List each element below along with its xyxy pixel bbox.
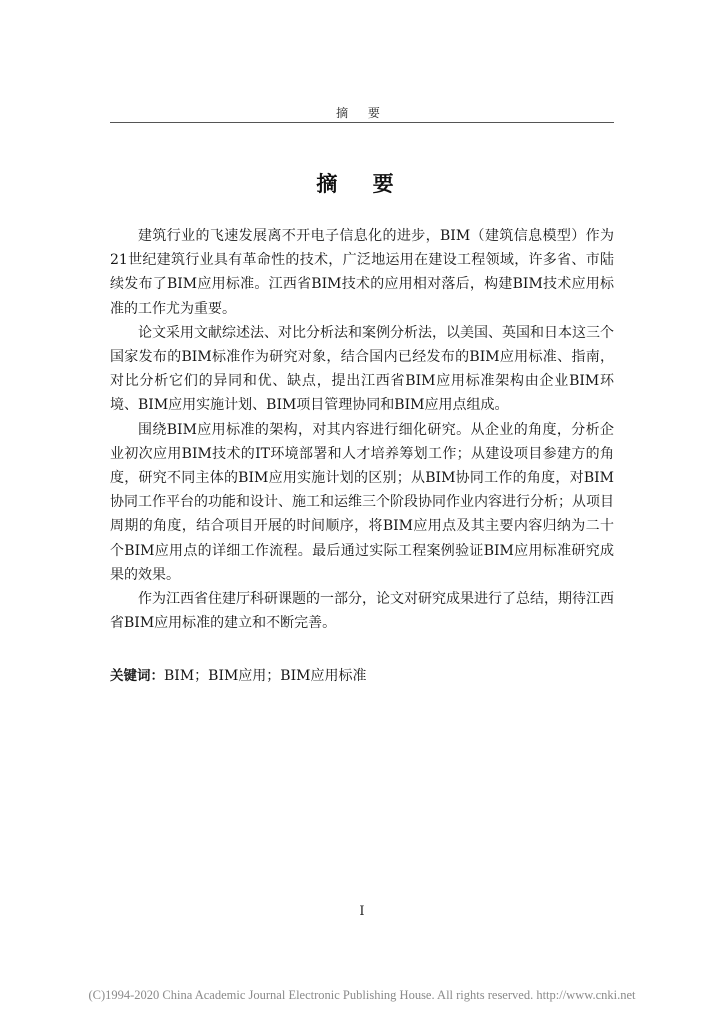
abstract-title: 摘 要 [316, 172, 408, 196]
page-number: I [359, 904, 365, 919]
abstract-paragraph-1: 建筑行业的飞速发展离不开电子信息化的进步，BIM（建筑信息模型）作为21世纪建筑行业具有革命性的技术，广泛地运用在建设工程领域，许多省、市陆续发布了BIM应用标准。江西省BIM技术的应用相对落后，构建BIM技术应用标准的工作尤为重要。 [110, 228, 614, 317]
abstract-body [110, 224, 614, 635]
keywords-label: 关键词： [110, 668, 164, 684]
abstract-paragraph-3: 围绕BIM应用标准的架构，对其内容进行细化研究。从企业的角度，分析企业初次应用BIM技术的IT环境部署和人才培养筹划工作；从建设项目参建方的角度，研究不同主体的BIM应用实施计划的区别；从BIM协同工作的角度，对BIM协同工作平台的功能和设计、施工和运维三个阶段协同作业内容进行分析；从项目周期的角度，结合项目开展的时间顺序，将BIM应用点及其主要内容归纳为二十个BIM应用点的详细工作流程。最后通过实际工程案例验证BIM应用标准研究成果的效果。 [110, 421, 614, 583]
copyright-footer: (C)1994-2020 China Academic Journal Electronic Publishing House. All rights reserved. http://www.cnki.net [88, 988, 636, 1002]
abstract-paragraph-4: 作为江西省住建厅科研课题的一部分，论文对研究成果进行了总结，期待江西省BIM应用标准的建立和不断完善。 [110, 591, 614, 632]
abstract-paragraph-2: 论文采用文献综述法、对比分析法和案例分析法，以美国、英国和日本这三个国家发布的BIM标准作为研究对象，结合国内已经发布的BIM应用标准、指南，对比分析它们的异同和优、缺点，提出江西省BIM应用标准架构由企业BIM环境、BIM应用实施计划、BIM项目管理协同和BIM应用点组成。 [110, 324, 614, 414]
header-rule [110, 122, 614, 123]
keywords-value: BIM；BIM应用；BIM应用标准 [164, 668, 367, 684]
running-header: 摘 要 [336, 106, 388, 120]
keywords-line [110, 664, 614, 688]
